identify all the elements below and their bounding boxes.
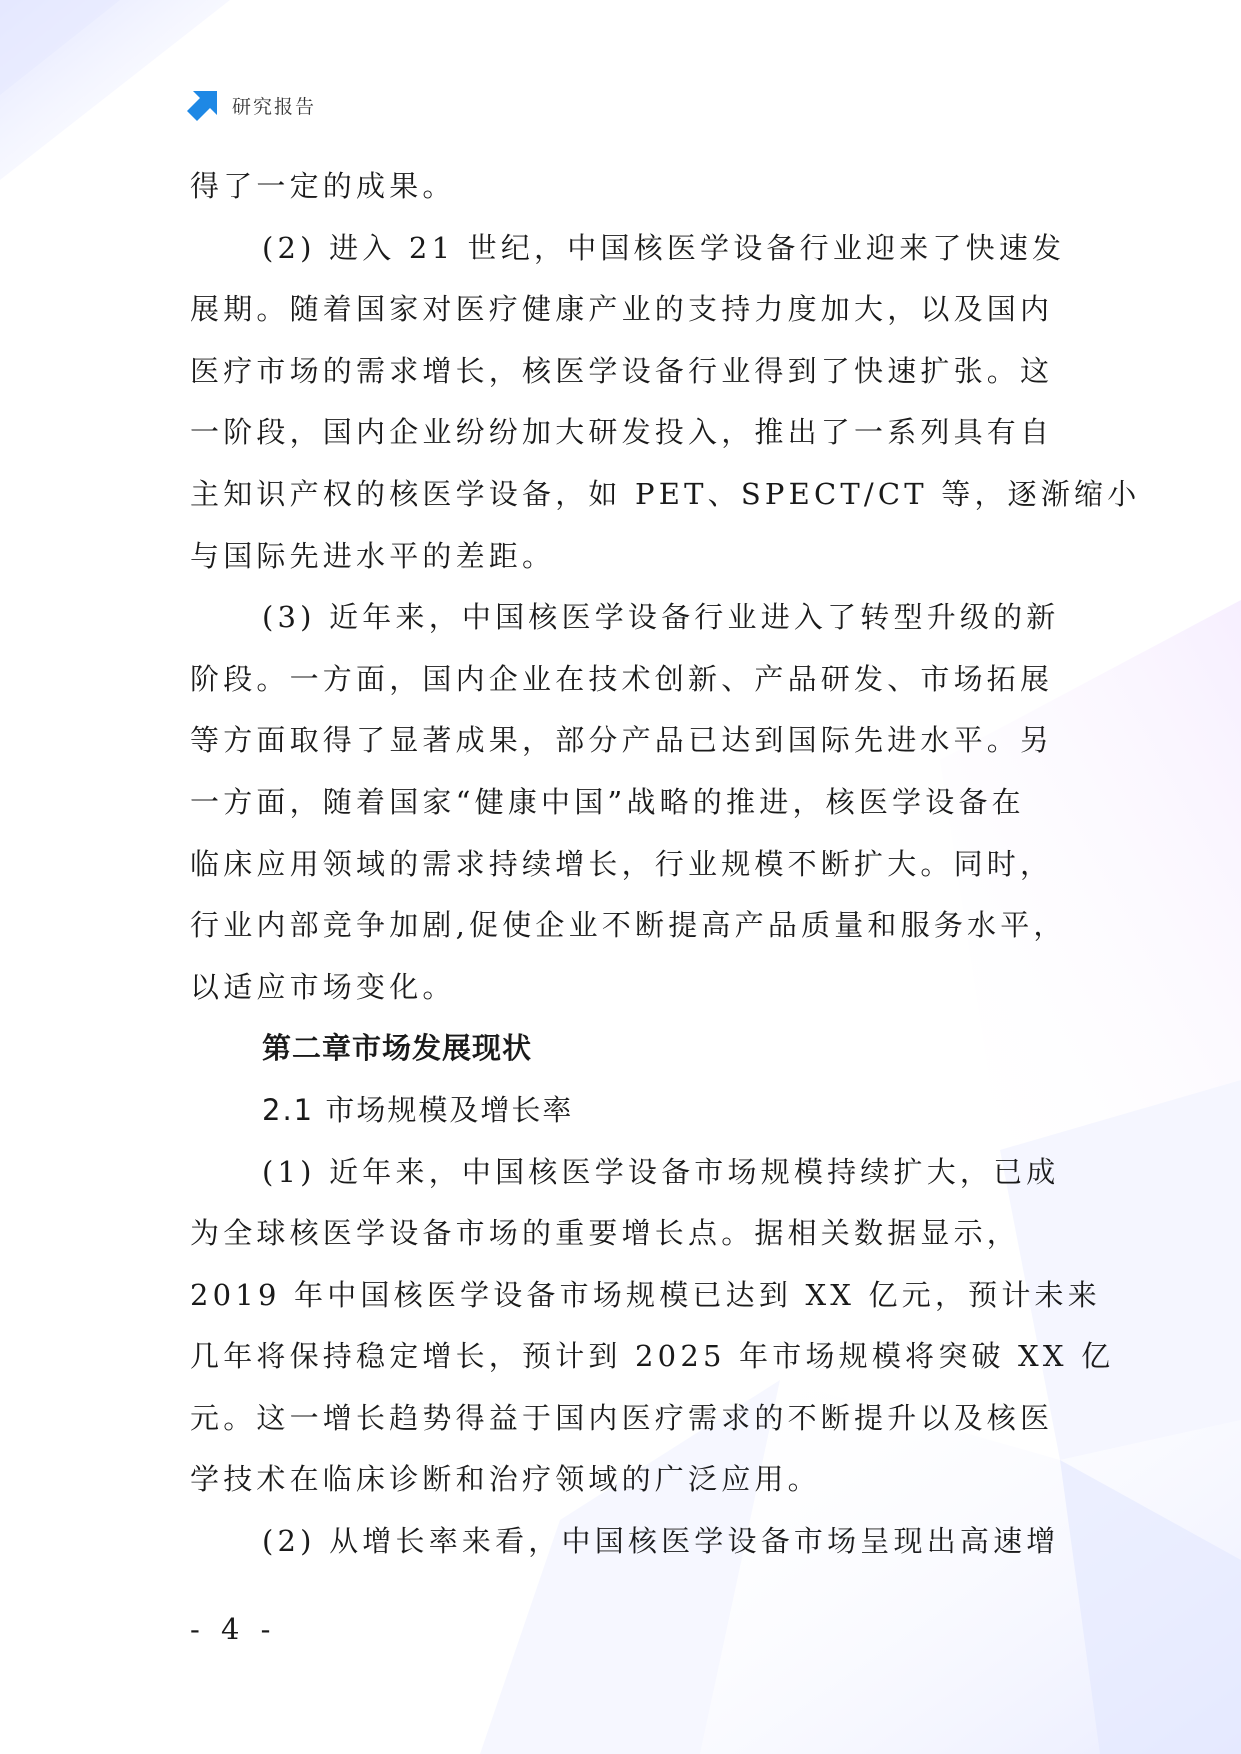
report-header: [186, 88, 316, 122]
text-line: 阶段。一方面，国内企业在技术创新、产品研发、市场拓展: [190, 661, 1054, 696]
text-line: 与国际先进水平的差距。: [190, 538, 556, 573]
text-line: 元。这一增长趋势得益于国内医疗需求的不断提升以及核医: [190, 1400, 1054, 1435]
arrow-up-right-icon: [186, 88, 220, 122]
section-heading: 2.1 市场规模及增长率: [262, 1092, 574, 1127]
text-line: 一阶段，国内企业纷纷加大研发投入，推出了一系列具有自: [190, 415, 1054, 450]
paragraph-start: (1) 近年来，中国核医学设备市场规模持续扩大，已成: [262, 1154, 1060, 1189]
text-line: 2019 年中国核医学设备市场规模已达到 XX 亿元，预计未来: [190, 1277, 1101, 1312]
text-line: 得了一定的成果。: [190, 169, 456, 203]
text-line: 临床应用领域的需求持续增长，行业规模不断扩大。同时，: [190, 846, 1054, 881]
text-line: 一方面，随着国家“健康中国”战略的推进，核医学设备在: [190, 784, 1025, 819]
text-line: 以适应市场变化。: [190, 969, 456, 1004]
text-line: 医疗市场的需求增长，核医学设备行业得到了快速扩张。这: [190, 353, 1054, 388]
text-line: 为全球核医学设备市场的重要增长点。据相关数据显示，: [190, 1216, 1021, 1251]
page-number: - 4 -: [190, 1612, 277, 1646]
text-line: 几年将保持稳定增长，预计到 2025 年市场规模将突破 XX 亿: [190, 1339, 1115, 1374]
paragraph-start: (2) 进入 21 世纪，中国核医学设备行业迎来了快速发: [262, 230, 1066, 265]
text-line: 学技术在临床诊断和治疗领域的广泛应用。: [190, 1462, 821, 1497]
text-line: 行业内部竞争加剧,促使企业不断提高产品质量和服务水平，: [190, 908, 1067, 943]
chapter-heading: 第二章市场发展现状: [262, 1031, 533, 1066]
text-line: 主知识产权的核医学设备，如 PET、SPECT/CT 等，逐渐缩小: [190, 476, 1141, 511]
paragraph-start: (2) 从增长率来看，中国核医学设备市场呈现出高速增: [262, 1524, 1060, 1559]
document-body: [190, 156, 1141, 1573]
paragraph-start: (3) 近年来，中国核医学设备行业进入了转型升级的新: [262, 600, 1060, 635]
text-line: 等方面取得了显著成果，部分产品已达到国际先进水平。另: [190, 723, 1054, 758]
text-line: 展期。随着国家对医疗健康产业的支持力度加大，以及国内: [190, 292, 1054, 327]
report-type-label: 研究报告: [232, 95, 317, 118]
